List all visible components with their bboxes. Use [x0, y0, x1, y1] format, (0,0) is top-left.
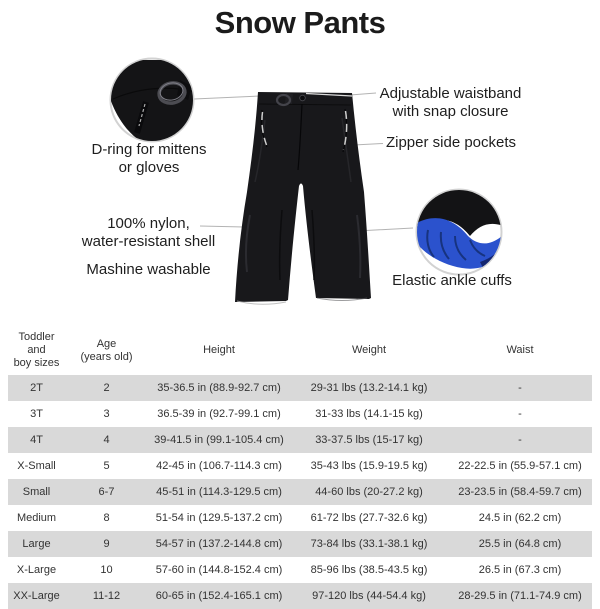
table-cell: 4 [103, 433, 110, 446]
table-cell: 57-60 in (144.8-152.4 cm) [155, 563, 283, 576]
callout-washable-line1: Mashine washable [86, 261, 211, 278]
callout-dring-line1: D-ring for mittens [91, 141, 207, 158]
table-cell: 60-65 in (152.4-165.1 cm) [155, 589, 283, 602]
pants-image [235, 92, 371, 304]
table-row [8, 453, 592, 479]
table-row [8, 427, 592, 453]
size-table-header [8, 329, 592, 375]
table-cell: 2 [103, 381, 110, 394]
ankle-cuff-detail-circle [409, 180, 508, 275]
table-row [8, 375, 592, 401]
callout-dring-line2: or gloves [118, 159, 180, 176]
table-row [8, 531, 592, 557]
table-cell: 31-33 lbs (14.1-15 kg) [315, 407, 423, 420]
table-cell: - [518, 433, 522, 446]
table-cell: 28-29.5 in (71.1-74.9 cm) [458, 589, 582, 602]
column-header-age: Age (years old) [80, 337, 133, 363]
table-cell: 22-22.5 in (55.9-57.1 cm) [458, 459, 582, 472]
column-header-height: Height [203, 344, 235, 357]
table-cell: 23-23.5 in (58.4-59.7 cm) [458, 485, 582, 498]
table-cell: Small [22, 485, 51, 498]
table-cell: Medium [16, 511, 57, 524]
table-cell: 45-51 in (114.3-129.5 cm) [156, 485, 282, 498]
callout-cuffs-line1: Elastic ankle cuffs [392, 272, 512, 289]
table-cell: 85-96 lbs (38.5-43.5 kg) [310, 563, 428, 576]
table-cell: 4T [30, 433, 43, 446]
table-cell: - [518, 381, 522, 394]
column-header-waist: Waist [506, 344, 534, 357]
table-cell: 51-54 in (129.5-137.2 cm) [155, 511, 283, 524]
callout-shell-line1: 100% nylon, [107, 215, 190, 232]
table-cell: 11-12 [92, 589, 121, 602]
table-row [8, 557, 592, 583]
table-cell: 39-41.5 in (99.1-105.4 cm) [154, 433, 284, 446]
table-cell: 36.5-39 in (92.7-99.1 cm) [157, 407, 281, 420]
table-row [8, 505, 592, 531]
callout-dring [59, 141, 239, 177]
pants-silhouette [235, 92, 371, 302]
callout-cuffs [360, 272, 544, 290]
table-cell: 35-36.5 in (88.9-92.7 cm) [157, 381, 281, 394]
table-cell: 33-37.5 lbs (15-17 kg) [315, 433, 423, 446]
size-table-body [8, 375, 592, 609]
page-title: Snow Pants [214, 5, 386, 40]
table-cell: X-Large [16, 563, 57, 576]
table-cell: 8 [103, 511, 110, 524]
snap-button [300, 95, 306, 101]
column-header-sizes: Toddler and boy sizes [13, 331, 60, 370]
callout-waistband-line2: with snap closure [392, 103, 509, 120]
table-cell: 44-60 lbs (20-27.2 kg) [315, 485, 423, 498]
table-cell: 24.5 in (62.2 cm) [478, 511, 562, 524]
table-cell: 10 [100, 563, 113, 576]
callout-pockets [360, 134, 542, 152]
callout-waistband [360, 85, 541, 121]
table-cell: 9 [103, 537, 110, 550]
table-cell: XX-Large [13, 589, 60, 602]
callout-washable [57, 261, 240, 279]
callout-pockets-line1: Zipper side pockets [385, 134, 517, 151]
table-cell: 35-43 lbs (15.9-19.5 kg) [310, 459, 428, 472]
callout-line-dring [194, 96, 260, 99]
size-chart-table [8, 329, 592, 609]
table-cell: 97-120 lbs (44-54.4 kg) [312, 589, 426, 602]
table-cell: 25.5 in (64.8 cm) [478, 537, 562, 550]
table-cell: 3 [103, 407, 110, 420]
table-cell: 26.5 in (67.3 cm) [478, 563, 562, 576]
table-row [8, 583, 592, 609]
callout-waistband-line1: Adjustable waistband [379, 85, 522, 102]
table-row [8, 401, 592, 427]
callout-shell-line2: water-resistant shell [81, 233, 216, 250]
dring-detail-circle [105, 59, 200, 146]
table-cell: 42-45 in (106.7-114.3 cm) [156, 459, 282, 472]
table-cell: 54-57 in (137.2-144.8 cm) [155, 537, 283, 550]
table-cell: 6-7 [98, 485, 115, 498]
table-cell: 61-72 lbs (27.7-32.6 kg) [310, 511, 428, 524]
table-cell: 5 [103, 459, 110, 472]
table-cell: - [518, 407, 522, 420]
callout-shell [57, 215, 240, 251]
table-cell: Large [22, 537, 51, 550]
table-cell: 2T [30, 381, 43, 394]
column-header-weight: Weight [351, 344, 387, 357]
table-row [8, 479, 592, 505]
table-cell: 3T [30, 407, 43, 420]
table-cell: 73-84 lbs (33.1-38.1 kg) [310, 537, 428, 550]
table-cell: 29-31 lbs (13.2-14.1 kg) [310, 381, 428, 394]
table-cell: X-Small [17, 459, 56, 472]
